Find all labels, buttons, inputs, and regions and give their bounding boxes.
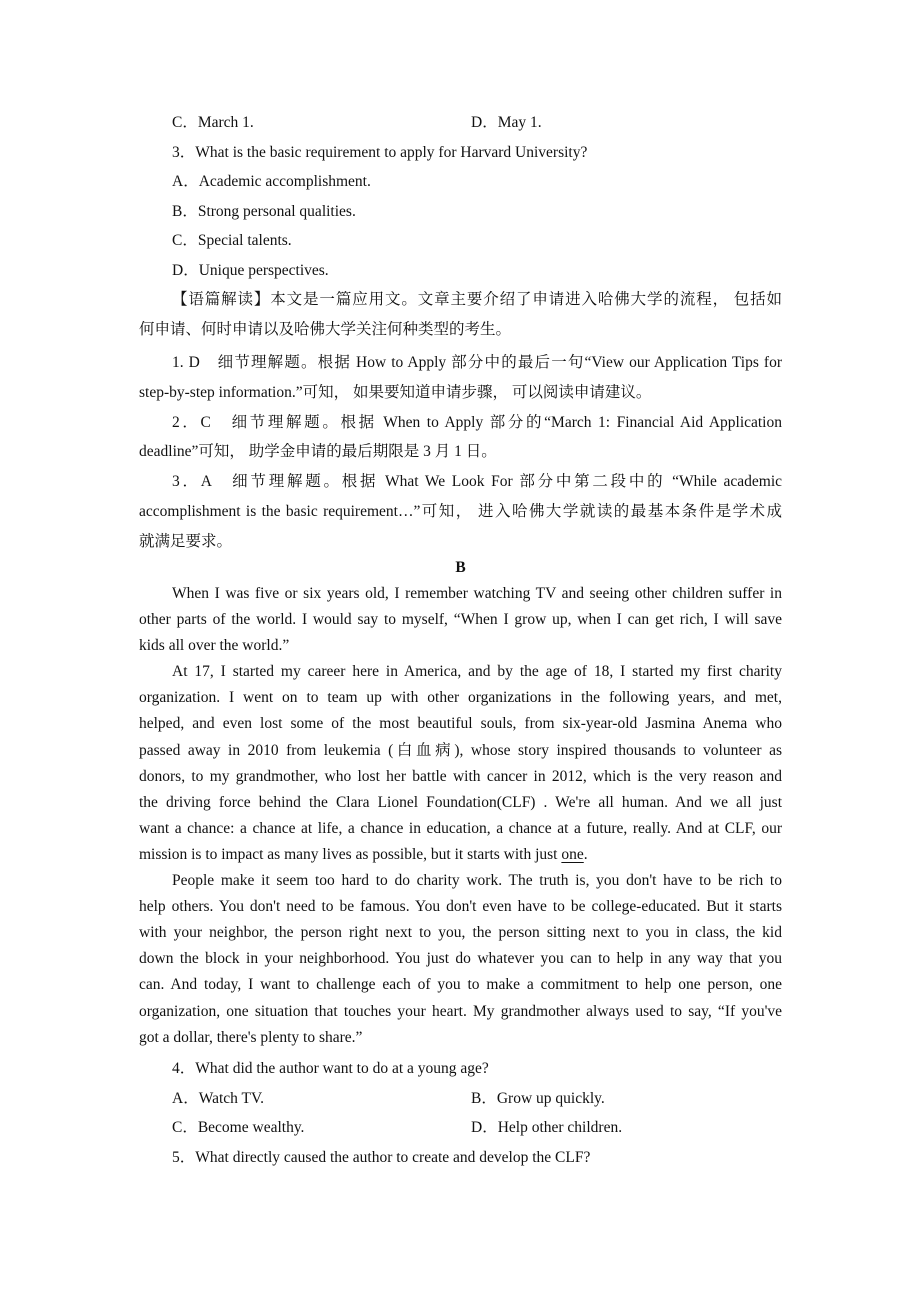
passage-line: passed away in 2010 from leukemia (白血病), whose story inspired thousands to volunteer as: [139, 741, 782, 759]
passage-line: got a dollar, there's plenty to share.”: [139, 1028, 363, 1046]
option-c: C．March 1.: [172, 114, 254, 131]
passage-line: want a chance: a chance at life, a chance in education, a chance at a future, really. And at CLF, our: [139, 819, 782, 837]
question-3: 3．What is the basic requirement to apply for Harvard University?: [172, 143, 588, 161]
q4-options-row: [139, 1113, 782, 1143]
option-a: A．Watch TV.: [172, 1089, 265, 1107]
passage-line: can. And today, I want to challenge each of you to make a commitment to help one person, one: [139, 976, 782, 994]
option-d: D．Unique perspectives.: [172, 261, 329, 279]
passage-line: help others. You don't need to be famous. You don't even have to be college-educated. But it starts: [139, 898, 782, 916]
option-b: B．Grow up quickly.: [471, 1089, 605, 1107]
option-d: D．Help other children.: [471, 1119, 623, 1136]
question-5: 5．What directly caused the author to create and develop the CLF?: [172, 1148, 591, 1166]
passage-line: kids all over the world.”: [139, 637, 290, 655]
passage-line: [139, 842, 782, 868]
section-heading: B: [455, 559, 466, 576]
answer-analysis: [139, 285, 782, 557]
passage-line: helped, and even lost some of the most beautiful souls, from six-year-old Jasmina Anema who: [139, 715, 782, 733]
passage-text: mission is to impact as many lives as possible, but it starts with just: [139, 845, 562, 863]
passage-line: other parts of the world. I would say to myself, “When I grow up, when I can get rich, I will save: [139, 611, 782, 629]
q4-options-row: [139, 1084, 782, 1114]
passage-text: .: [583, 845, 588, 863]
part-a-questions: [139, 108, 782, 285]
passage-line: organization. I went on to team up with other organizations in the following years, and met,: [139, 689, 782, 707]
passage-line: the driving force behind the Clara Lionel Foundation(CLF) . We're all human. And we all just: [139, 793, 782, 811]
analysis-line: 2．C 细节理解题。根据 When to Apply 部分的“March 1: Financial Aid Application: [172, 413, 782, 431]
analysis-line: 就满足要求。: [139, 533, 233, 551]
option-c: C．Become wealthy.: [172, 1119, 305, 1136]
part-b-questions: [139, 1054, 782, 1172]
option-b: B．Strong personal qualities.: [172, 202, 356, 220]
passage-line: People make it seem too hard to do charity work. The truth is, you don't have to be rich to: [172, 872, 782, 890]
analysis-line: 3．A 细节理解题。根据 What We Look For 部分中第二段中的 “While academic: [172, 473, 782, 491]
underlined-word: one: [561, 845, 584, 863]
analysis-line: deadline”可知， 助学金申请的最后期限是 3 月 1 日。: [139, 443, 497, 461]
analysis-line: 何申请、何时申请以及哈佛大学关注何种类型的考生。: [139, 320, 512, 338]
passage-line: with your neighbor, the person right next to you, the person sitting next to you in class, the kid: [139, 924, 782, 942]
q2-options: [139, 108, 782, 138]
analysis-line: accomplishment is the basic requirement…”可知， 进入哈佛大学就读的最基本条件是学术成: [139, 503, 782, 521]
passage-line: donors, to my grandmother, who lost her battle with cancer in 2012, which is the very reason and: [139, 767, 782, 785]
question-4: 4．What did the author want to do at a young age?: [172, 1060, 489, 1077]
passage-b: [139, 581, 782, 1051]
option-a: A．Academic accomplishment.: [172, 173, 371, 190]
passage-line: organization, one situation that touches your heart. My grandmother always used to say, “If you've: [139, 1002, 782, 1020]
option-d: D．May 1.: [471, 114, 542, 131]
passage-line: When I was five or six years old, I remember watching TV and seeing other children suffer in: [172, 585, 782, 602]
analysis-line: 【语篇解读】本文是一篇应用文。文章主要介绍了申请进入哈佛大学的流程， 包括如: [172, 291, 782, 308]
passage-line: At 17, I started my career here in America, and by the age of 18, I started my first charity: [172, 663, 782, 681]
analysis-line: step-by-step information.”可知， 如果要知道申请步骤， 可以阅读申请建议。: [139, 383, 652, 401]
option-c: C．Special talents.: [172, 232, 292, 249]
analysis-line: 1. D 细节理解题。根据 How to Apply 部分中的最后一句“View our Application Tips for: [172, 353, 782, 371]
passage-line: down the block in your neighborhood. You just do whatever you can to help in any way that you: [139, 950, 782, 968]
